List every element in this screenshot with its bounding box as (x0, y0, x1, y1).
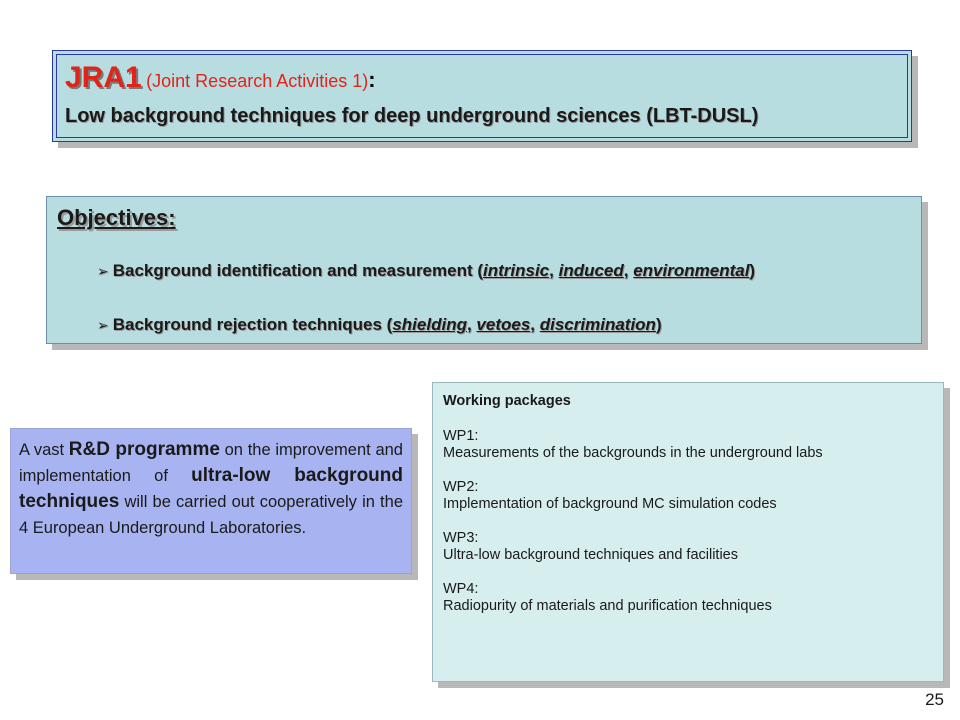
objective-separator: , (530, 315, 540, 334)
rd-text: will be carried out cooperatively in the 4 European Underground Laboratories. (19, 493, 403, 537)
title-line-2 (65, 105, 758, 128)
objective-tail: ) (655, 315, 662, 334)
rd-emphasis: ultra-low background techniques (19, 465, 403, 512)
objectives-heading (57, 205, 176, 231)
title-line2-text: Low background techniques for deep underground sciences ( (65, 105, 653, 127)
objective-term: discrimination (539, 315, 656, 334)
title-paren-open: ( (146, 71, 153, 91)
objective-term: intrinsic (483, 261, 550, 280)
title-colon: : (368, 67, 376, 92)
title-paren-close: ) (362, 71, 369, 91)
arrow-bullet-icon: ➢ (97, 263, 109, 279)
objective-term: shielding (392, 315, 467, 334)
title-box (52, 50, 912, 142)
rd-text: A vast (19, 441, 69, 459)
title-code: JRA1 (65, 61, 142, 94)
wp-desc: Radiopurity of materials and purification techniques (443, 598, 772, 614)
wp-entry (443, 479, 933, 513)
wp-id: WP2: (443, 479, 479, 495)
objective-item (97, 261, 755, 281)
objectives-heading-text: Objectives (57, 205, 169, 230)
rd-emphasis: R&D programme (68, 439, 220, 460)
rd-text: on the improvement and implementation of (19, 441, 403, 485)
page-number: 25 (925, 690, 944, 709)
objective-separator: , (466, 315, 477, 334)
objective-term: vetoes (476, 315, 531, 334)
objective-term: induced (558, 261, 624, 280)
objectives-heading-colon: : (168, 205, 176, 230)
wp-id: WP3: (443, 530, 479, 546)
wp-entry (443, 530, 933, 564)
wp-id: WP1: (443, 428, 479, 444)
objective-item (97, 315, 662, 335)
title-line-1 (65, 61, 376, 95)
objective-term: environmental (633, 261, 750, 280)
objectives-box (46, 196, 922, 344)
objective-lead: Background identification and measurement ( (112, 261, 484, 280)
arrow-bullet-icon: ➢ (97, 317, 109, 333)
working-packages-title: Working packages (443, 393, 571, 409)
wp-id: WP4: (443, 581, 479, 597)
title-subtitle: Joint Research Activities 1 (152, 71, 363, 91)
objective-separator: , (623, 261, 634, 280)
wp-desc: Measurements of the backgrounds in the underground labs (443, 445, 823, 461)
objective-tail: ) (749, 261, 756, 280)
objective-lead: Background rejection techniques ( (112, 315, 393, 334)
wp-entry (443, 428, 933, 462)
title-line2-close: ) (751, 105, 759, 127)
wp-desc: Implementation of background MC simulation codes (443, 496, 777, 512)
wp-desc: Ultra-low background techniques and facilities (443, 547, 738, 563)
wp-entry (443, 581, 933, 615)
rd-programme-box (10, 428, 412, 574)
title-acronym: LBT-DUSL (652, 105, 752, 127)
objective-separator: , (549, 261, 559, 280)
working-packages-box (432, 382, 944, 682)
